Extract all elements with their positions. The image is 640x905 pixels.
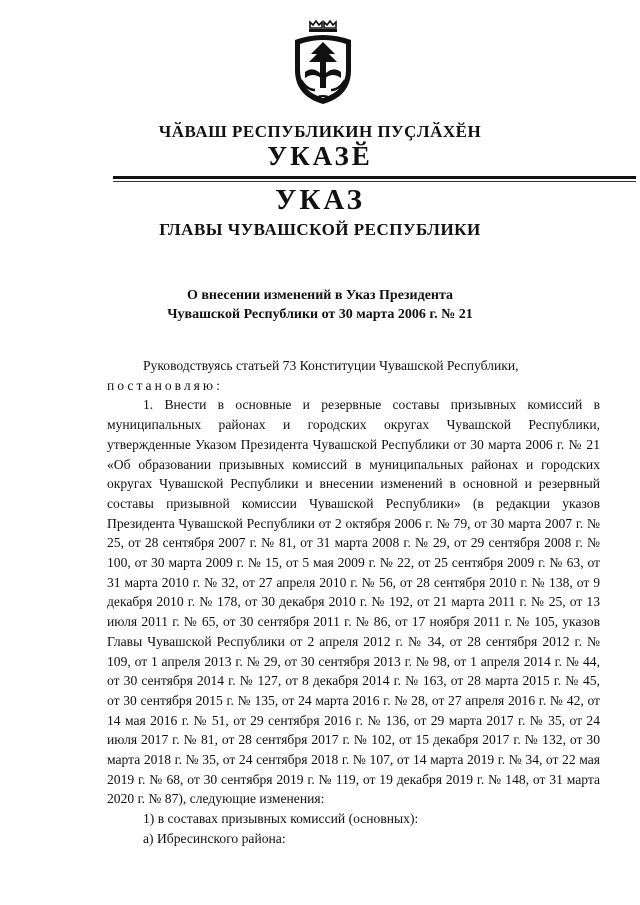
header-issuer: ГЛАВЫ ЧУВАШСКОЙ РЕСПУБЛИКИ: [159, 220, 481, 239]
document-title: [0, 286, 640, 324]
document-body: [107, 356, 600, 849]
header-chuvash-ukaze: УКАЗӖ: [267, 141, 373, 171]
decree-word: постановляю:: [107, 377, 223, 393]
header-chuvash-line: ЧӐВАШ РЕСПУБЛИКИН ПУҪЛӐХӖН: [158, 122, 482, 141]
intro-paragraph: Руководствуясь статьей 73 Конституции Чувашской Республики,: [143, 358, 519, 373]
subitem-1-paragraph: 1) в составах призывных комиссий (основных):: [143, 811, 419, 827]
document-title-line2: Чувашской Республики от 30 марта 2006 г. № 21: [167, 307, 473, 322]
coat-of-arms-emblem: [285, 18, 361, 108]
header-ukaz: УКАЗ: [275, 184, 365, 216]
header-divider-thin: [113, 181, 636, 182]
item-1-paragraph: 1. Внести в основные и резервные составы призывных комиссий в муниципальных районах и городских округах Чувашской Республики, утвержденные Указом Президента Чувашской Республики от 30 марта 2006 г. № 21 «Об образовании призывных комиссий в муниципальных районах и городских округах Чувашской Республики и внесении изменений в основной и резервный составы призывной комиссии Чувашской Республики» (в редакции указов Президента Чувашской Республики от 2 октября 2006 г. № 79, от 30 марта 2007 г. № 25, от 28 сентября 2007 г. № 81, от 31 марта 2008 г. № 29, от 29 сентября 2008 г. № 100, от 30 марта 2009 г. № 15, от 5 мая 2009 г. № 22, от 25 сентября 2009 г. № 63, от 31 марта 2010 г. № 32, от 27 апреля 2010 г. № 56, от 28 сентября 2010 г. № 138, от 9 декабря 2010 г. № 178, от 30 декабря 2010 г. № 192, от 21 марта 2011 г. № 25, от 13 июля 2011 г. № 65, от 30 сентября 2011 г. № 86, от 17 ноября 2011 г. № 105, указов Главы Чувашской Республики от 2 апреля 2012 г. № 34, от 28 сентября 2012 г. № 109, от 1 апреля 2013 г. № 29, от 30 сентября 2013 г. № 98, от 1 апреля 2014 г. № 44, от 30 сентября 2014 г. № 127, от 8 декабря 2014 г. № 163, от 28 марта 2015 г. № 45, от 30 сентября 2015 г. № 135, от 24 марта 2016 г. № 28, от 27 апреля 2016 г. № 42, от 14 мая 2016 г. № 51, от 29 сентября 2016 г. № 136, от 29 марта 2017 г. № 35, от 24 июля 2017 г. № 81, от 28 сентября 2017 г. № 102, от 15 декабря 2017 г. № 132, от 30 марта 2018 г. № 35, от 24 сентября 2018 г. № 107, от 14 марта 2019 г. № 34, от 22 мая 2019 г. № 68, от 30 сентября 2019 г. № 119, от 19 декабря 2019 г. № 148, от 31 марта 2020 г. № 87), следующие изменения:: [107, 397, 600, 807]
header-divider-thick: [113, 176, 636, 179]
document-title-line1: О внесении изменений в Указ Президента: [186, 288, 454, 303]
subitem-1a-paragraph: а) Ибресинского района:: [143, 830, 286, 846]
